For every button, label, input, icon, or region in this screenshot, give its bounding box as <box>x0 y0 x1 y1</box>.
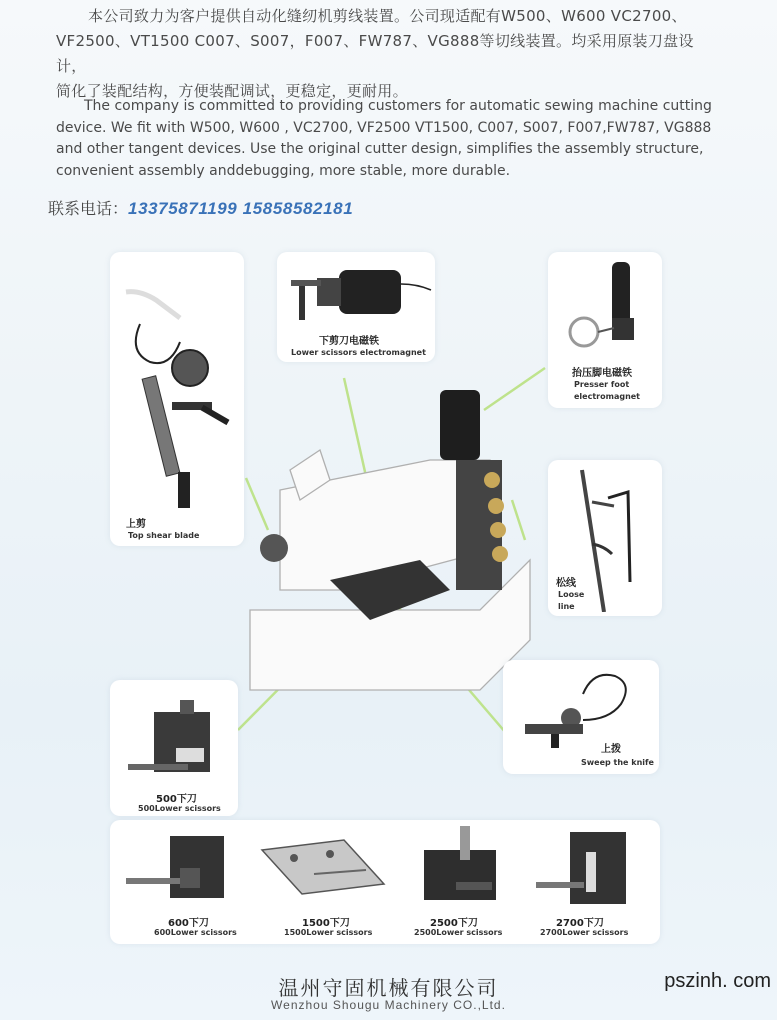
presser-en2: electromagnet <box>574 392 641 401</box>
electromagnet-icon <box>277 256 435 336</box>
contact-label: 联系电话： <box>48 199 129 218</box>
s500-en: 500Lower scissors <box>138 804 221 813</box>
s500-cn: 500下刀 <box>156 794 197 805</box>
s2700-en: 2700Lower scissors <box>540 928 629 937</box>
s600-cn: 600下刀 <box>168 918 209 929</box>
presser-magnet-icon <box>548 256 662 356</box>
card-presser-foot <box>548 252 662 408</box>
s2700-cn: 2700下刀 <box>556 918 604 929</box>
scissors-600-icon <box>118 826 238 906</box>
intro-en-text: The company is committed to providing customers for automatic sewing machine cutting device. We fit with W500, W600 , VC2700, VF2500 VT1500, C007, S007, F007,FW787, VG888 and other tangent devices. Use the original cutter design, simplifies the assembly structure, convenient assembly anddebugging, more stable, more durable. <box>56 98 712 179</box>
scissors-2700-icon <box>530 822 640 908</box>
top-shear-en: Top shear blade <box>128 531 200 540</box>
lower-em-en: Lower scissors electromagnet <box>291 348 426 357</box>
sweep-en: Sweep the knife <box>581 758 654 767</box>
contact-phones: 13375871199 15858582181 <box>128 199 354 218</box>
intro-cn-line3: 简化了装配结构，方便装配调试，更稳定，更耐用。 <box>56 82 408 100</box>
lower-em-cn: 下剪刀电磁铁 <box>319 336 379 347</box>
intro-cn-line1: 本公司致力为客户提供自动化缝纫机剪线装置。公司现适配有W500、W600 VC2700、 <box>88 7 687 25</box>
company-name-cn: 温州守固机械有限公司 <box>278 976 499 1000</box>
sweep-cn: 上拨 <box>601 744 621 755</box>
s2500-en: 2500Lower scissors <box>414 928 503 937</box>
presser-en1: Presser foot <box>574 380 630 389</box>
s2500-cn: 2500下刀 <box>430 918 478 929</box>
scissors-2500-icon <box>416 822 516 908</box>
scissors-500-icon <box>110 694 238 784</box>
company-name-en: Wenzhou Shougu Machinery CO.,Ltd. <box>271 998 506 1012</box>
presser-cn: 抬压脚电磁铁 <box>572 368 632 379</box>
card-bottom-scissors-row <box>110 820 660 944</box>
top-shear-blade-icon <box>110 272 244 532</box>
top-shear-cn: 上剪 <box>126 519 146 530</box>
loose-en1: Loose <box>558 590 585 599</box>
card-loose-line <box>548 460 662 616</box>
card-500-scissors <box>110 680 238 816</box>
loose-cn: 松线 <box>556 578 576 589</box>
sweep-knife-icon <box>503 664 659 754</box>
card-lower-electromagnet <box>277 252 435 362</box>
scissors-1500-icon <box>254 830 394 910</box>
s1500-en: 1500Lower scissors <box>284 928 373 937</box>
loose-en2: line <box>558 602 575 611</box>
site-watermark: pszinh. com <box>664 970 771 992</box>
card-sweep-knife <box>503 660 659 774</box>
card-top-shear <box>110 252 244 546</box>
s1500-cn: 1500下刀 <box>302 918 350 929</box>
s600-en: 600Lower scissors <box>154 928 237 937</box>
intro-cn-line2: VF2500、VT1500 C007、S007，F007、FW787、VG888等切线装置。均采用原装刀盘设计， <box>56 32 694 75</box>
